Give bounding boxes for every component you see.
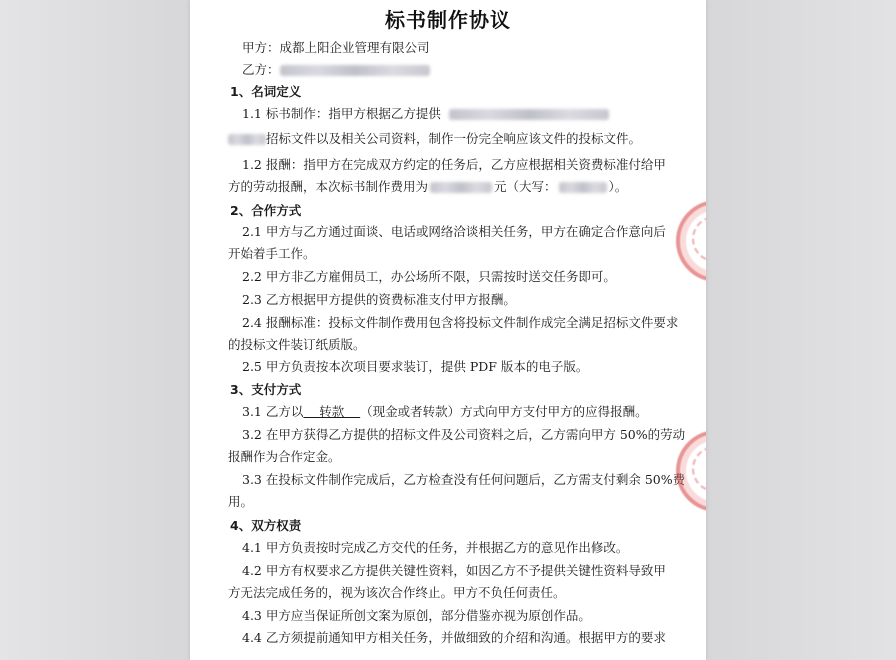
clause-1-1-line-1 [242, 104, 609, 122]
clause-2-3: 2.3 乙方根据甲方提供的资费标准支付甲方报酬。 [242, 292, 516, 307]
clause-3-2-line-2: 报酬作为合作定金。 [228, 449, 341, 464]
redacted-project-name [449, 109, 609, 120]
red-seal-stamp-top [676, 200, 706, 282]
clause-3-3-line-2: 用。 [228, 494, 254, 509]
section-1-heading: 1、名词定义 [230, 84, 302, 99]
clause-1-1-line-2 [228, 129, 641, 147]
clause-3-1-text-2: （现金或者转款）方式向甲方支付甲方的应得报酬。 [360, 404, 648, 419]
redacted-party-b-name [280, 65, 430, 76]
clause-3-1 [242, 402, 648, 420]
left-margin [0, 0, 190, 660]
section-4-heading: 4、双方权责 [230, 518, 302, 533]
party-b-line [242, 60, 430, 78]
clause-3-2-line-1: 3.2 在甲方获得乙方提供的招标文件及公司资料之后，乙方需向甲方 50%的劳动 [242, 427, 686, 442]
clause-2-5: 2.5 甲方负责按本次项目要求装订，提供 PDF 版本的电子版。 [242, 359, 589, 374]
clause-4-2-line-2: 方无法完成任务的，视为该次合作终止。甲方不负任何责任。 [228, 585, 566, 600]
clause-2-1-line-2: 开始着手工作。 [228, 246, 316, 261]
clause-1-2-line-1: 1.2 报酬：指甲方在完成双方约定的任务后，乙方应根据相关资费标准付给甲 [242, 157, 666, 172]
clause-2-1-line-1: 2.1 甲方与乙方通过面谈、电话或网络洽谈相关任务，甲方在确定合作意向后 [242, 224, 666, 239]
party-a-line: 甲方：成都上阳企业管理有限公司 [242, 40, 430, 55]
clause-1-2-text: 方的劳动报酬，本次标书制作费用为 [228, 179, 429, 194]
clause-1-2-line-2 [228, 177, 627, 195]
clause-3-3-line-1: 3.3 在投标文件制作完成后，乙方检查没有任何问题后，乙方需支付剩余 50%费 [242, 472, 686, 487]
clause-4-3: 4.3 甲方应当保证所创文案为原创，部分借鉴亦视为原创作品。 [242, 608, 591, 623]
clause-2-2: 2.2 甲方非乙方雇佣员工，办公场所不限，只需按时送交任务即可。 [242, 269, 616, 284]
redacted-project-name-cont [228, 134, 266, 145]
clause-4-2-line-1: 4.2 甲方有权要求乙方提供关键性资料，如因乙方不予提供关键性资料导致甲 [242, 563, 666, 578]
clause-1-2-text-2: 元（大写： [494, 179, 557, 194]
clause-2-4-line-2: 的投标文件装订纸质版。 [228, 337, 366, 352]
document-title: 标书制作协议 [385, 8, 511, 32]
document-page[interactable] [190, 0, 706, 660]
clause-4-4: 4.4 乙方须提前通知甲方相关任务，并做细致的介绍和沟通。根据甲方的要求 [242, 630, 666, 645]
clause-2-4-line-1: 2.4 报酬标准：投标文件制作费用包含将投标文件制作成完全满足招标文件要求 [242, 315, 679, 330]
right-margin [706, 0, 896, 660]
section-3-heading: 3、支付方式 [230, 382, 302, 397]
payment-method-fill: 转款 [303, 404, 361, 419]
redacted-fee-words [559, 182, 607, 193]
clause-4-1: 4.1 甲方负责按时完成乙方交代的任务，并根据乙方的意见作出修改。 [242, 540, 629, 555]
clause-1-1-text-cont: 招标文件以及相关公司资料，制作一份完全响应该文件的投标文件。 [266, 131, 642, 146]
clause-1-1-text: 1.1 标书制作：指甲方根据乙方提供 [242, 106, 441, 121]
clause-3-1-text: 3.1 乙方以 [242, 404, 304, 419]
clause-1-2-text-3: ）。 [608, 179, 628, 194]
section-2-heading: 2、合作方式 [230, 203, 302, 218]
party-b-label: 乙方： [242, 62, 280, 77]
redacted-fee-amount [430, 182, 492, 193]
